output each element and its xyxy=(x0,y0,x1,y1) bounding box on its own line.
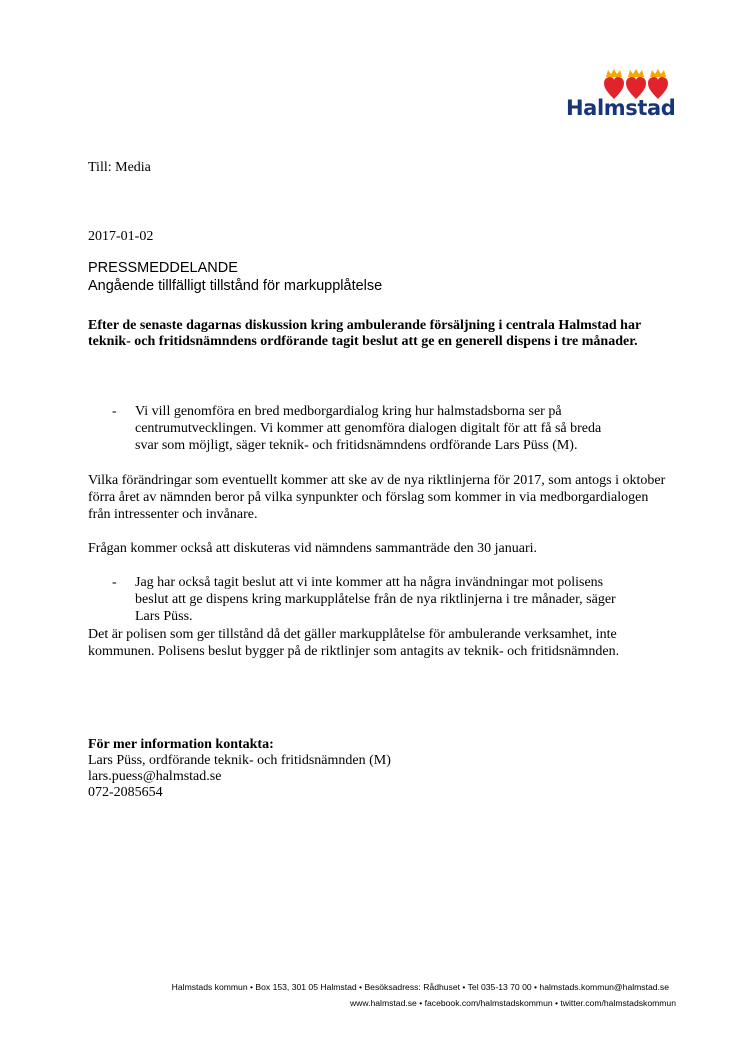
recipient-line: Till: Media xyxy=(88,160,151,175)
quote-line: svar som möjligt, säger teknik- och fritidsnämndens ordförande Lars Püss (M). xyxy=(135,438,578,453)
press-title: Angående tillfälligt tillstånd för markupplåtelse xyxy=(88,278,383,294)
quote-line: beslut att ge dispens kring markupplåtelse från de nya riktlinjerna i tre månader, säger xyxy=(135,592,616,607)
quote-text xyxy=(135,403,675,454)
press-heading xyxy=(88,259,382,295)
footer-links: www.halmstad.se • facebook.com/halmstadskommun • twitter.com/halmstadskommun xyxy=(349,998,676,1008)
lead-paragraph: Efter de senaste dagarnas diskussion kring ambulerande försäljning i centrala Halmstad har teknik- och fritidsnämndens ordförande tagit beslut att ge en generell dispens i tre månader. xyxy=(88,318,641,349)
quote-dash: - xyxy=(112,404,117,419)
contact-phone: 072-2085654 xyxy=(88,785,163,800)
halmstad-logo xyxy=(566,68,678,124)
quote-paragraph-2 xyxy=(88,574,668,626)
contact-email[interactable]: lars.puess@halmstad.se xyxy=(88,769,222,784)
quote-line: Vi vill genomföra en bred medborgardialog kring hur halmstadsborna ser på xyxy=(135,404,562,419)
body-paragraph-3: Det är polisen som ger tillstånd då det gäller markupplåtelse för ambulerande verksamhet, inte kommunen. Polisens beslut bygger på de riktlinjer som antagits av teknik- och fritidsnämnden. xyxy=(88,627,620,659)
quote-line: Lars Püss. xyxy=(135,609,193,624)
quote-dash: - xyxy=(112,575,117,590)
quote-text xyxy=(135,574,675,625)
contact-block xyxy=(88,737,391,801)
logo-wordmark: Halmstad xyxy=(566,96,676,120)
quote-line: Jag har också tagit beslut att vi inte kommer att ha några invändningar mot polisens xyxy=(135,575,604,590)
quote-line: centrumutvecklingen. Vi kommer att genomföra dialogen digitalt för att få så breda xyxy=(135,421,602,436)
press-kicker: PRESSMEDDELANDE xyxy=(88,260,238,276)
footer-address: Halmstads kommun • Box 153, 301 05 Halmstad • Besöksadress: Rådhuset • Tel 035-13 70 00 • halmstads.kommun@halmstad.se xyxy=(171,982,669,992)
contact-heading: För mer information kontakta: xyxy=(88,737,274,752)
quote-paragraph-1 xyxy=(88,403,668,455)
body-paragraph-1: Vilka förändringar som eventuellt kommer att ske av de nya riktlinjerna för 2017, som antogs i oktober förra året av nämnden beror på vilka synpunkter och förslag som kommer in via medborgardialogen från intressenter och invånare. xyxy=(88,473,666,522)
contact-name: Lars Püss, ordförande teknik- och fritidsnämnden (M) xyxy=(88,753,391,768)
body-paragraph-2: Frågan kommer också att diskuteras vid nämndens sammanträde den 30 januari. xyxy=(88,541,538,556)
press-date: 2017-01-02 xyxy=(88,229,154,244)
